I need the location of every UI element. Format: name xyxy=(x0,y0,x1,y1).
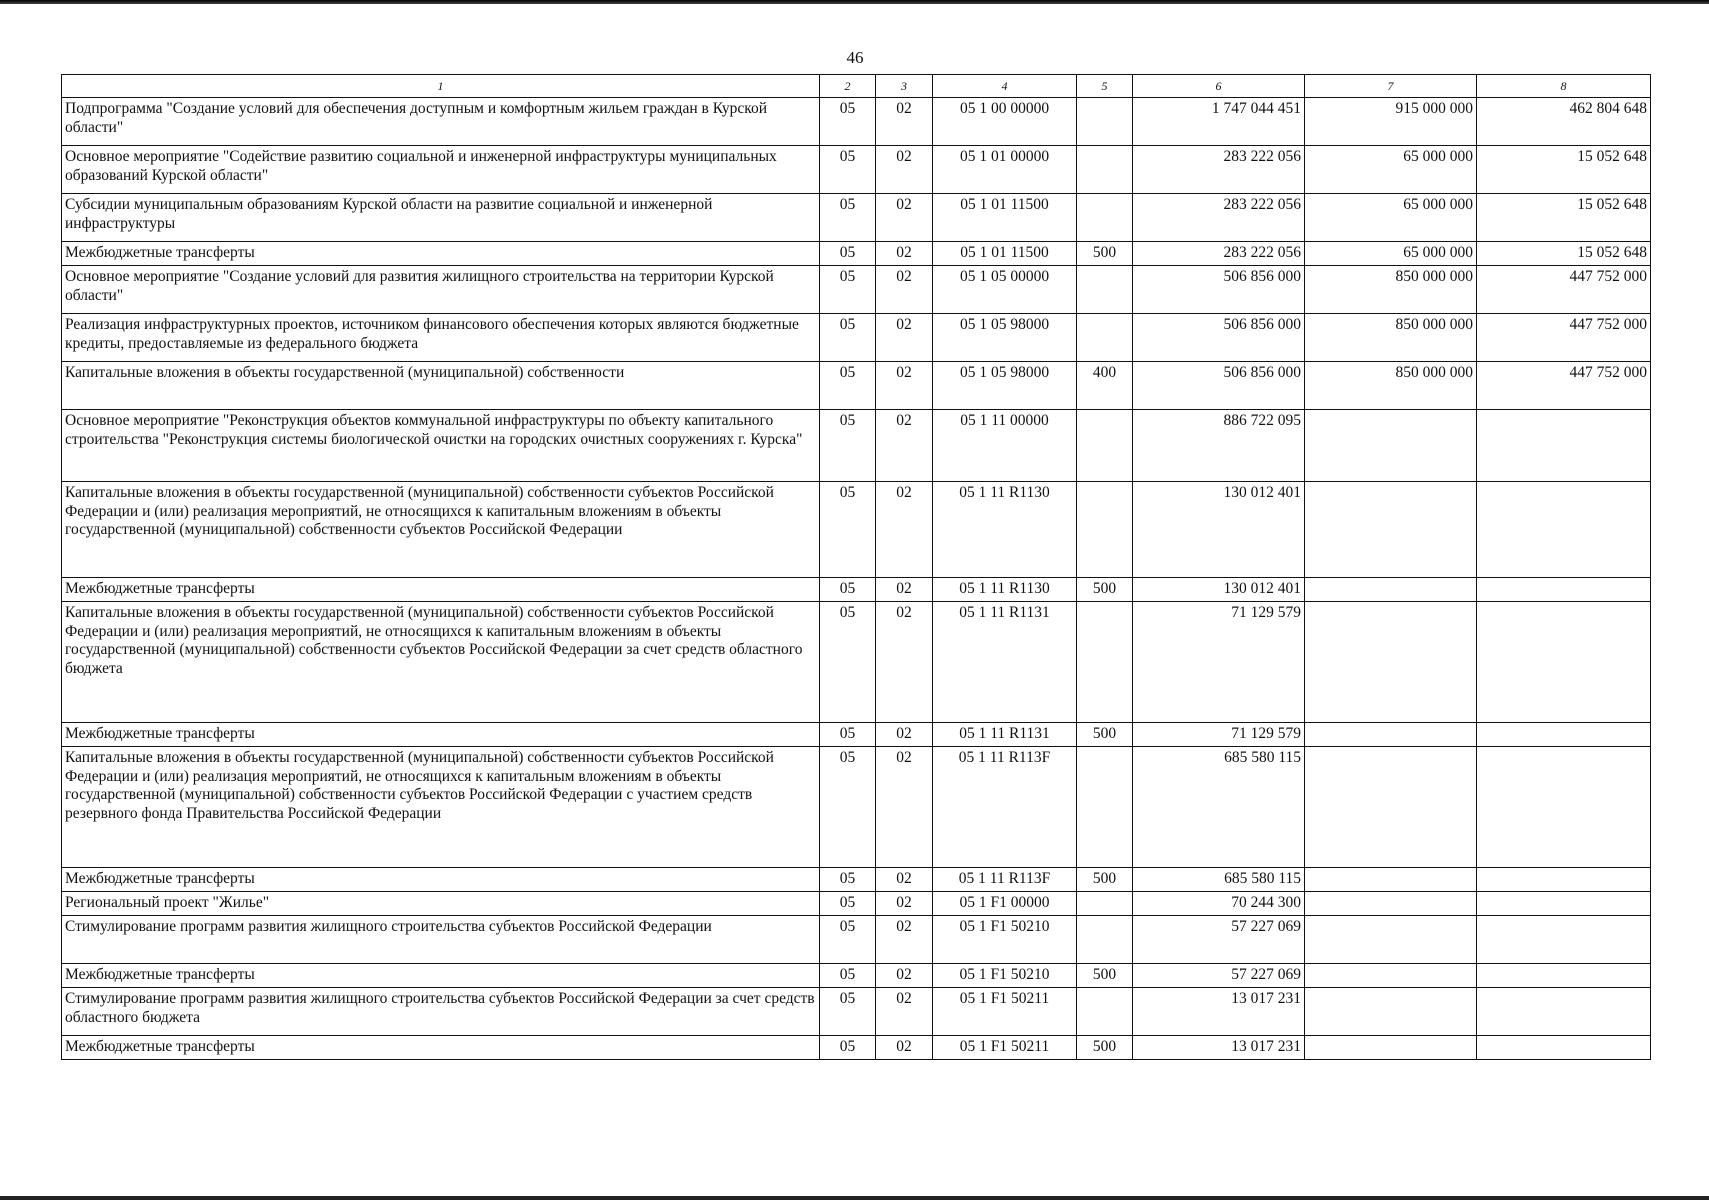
amount-col-7 xyxy=(1305,988,1477,1036)
section-code: 05 xyxy=(820,892,876,916)
row-name: Субсидии муниципальным образованиям Курской области на развитие социальной и инженерной инфраструктуры xyxy=(62,194,820,242)
expense-type-code xyxy=(1077,892,1133,916)
section-code: 05 xyxy=(820,242,876,266)
amount-col-7: 65 000 000 xyxy=(1305,194,1477,242)
expense-type-code xyxy=(1077,98,1133,146)
amount-col-8 xyxy=(1477,964,1651,988)
section-code: 05 xyxy=(820,1036,876,1060)
column-header: 1 xyxy=(62,75,820,98)
amount-col-7 xyxy=(1305,1036,1477,1060)
column-header: 3 xyxy=(876,75,933,98)
amount-col-6: 130 012 401 xyxy=(1133,482,1305,578)
row-name: Основное мероприятие "Содействие развитию социальной и инженерной инфраструктуры муниципальных образований Курской области" xyxy=(62,146,820,194)
row-name: Капитальные вложения в объекты государственной (муниципальной) собственности xyxy=(62,362,820,410)
column-header: 8 xyxy=(1477,75,1651,98)
target-article-code: 05 1 F1 50211 xyxy=(933,988,1077,1036)
expense-type-code: 400 xyxy=(1077,362,1133,410)
amount-col-6: 71 129 579 xyxy=(1133,602,1305,723)
amount-col-8 xyxy=(1477,988,1651,1036)
expense-type-code: 500 xyxy=(1077,1036,1133,1060)
section-code: 05 xyxy=(820,194,876,242)
amount-col-7 xyxy=(1305,868,1477,892)
amount-col-7: 850 000 000 xyxy=(1305,314,1477,362)
section-code: 05 xyxy=(820,747,876,868)
amount-col-8 xyxy=(1477,723,1651,747)
row-name: Основное мероприятие "Создание условий для развития жилищного строительства на территории Курской области" xyxy=(62,266,820,314)
subsection-code: 02 xyxy=(876,362,933,410)
table-row xyxy=(62,988,1651,1036)
subsection-code: 02 xyxy=(876,482,933,578)
target-article-code: 05 1 05 98000 xyxy=(933,362,1077,410)
subsection-code: 02 xyxy=(876,964,933,988)
expense-type-code xyxy=(1077,747,1133,868)
subsection-code: 02 xyxy=(876,98,933,146)
amount-col-8 xyxy=(1477,602,1651,723)
section-code: 05 xyxy=(820,314,876,362)
amount-col-6: 57 227 069 xyxy=(1133,964,1305,988)
section-code: 05 xyxy=(820,723,876,747)
subsection-code: 02 xyxy=(876,410,933,482)
row-name: Межбюджетные трансферты xyxy=(62,723,820,747)
table-row xyxy=(62,314,1651,362)
amount-col-6: 886 722 095 xyxy=(1133,410,1305,482)
column-header: 7 xyxy=(1305,75,1477,98)
column-header: 5 xyxy=(1077,75,1133,98)
amount-col-7 xyxy=(1305,892,1477,916)
amount-col-7: 915 000 000 xyxy=(1305,98,1477,146)
target-article-code: 05 1 F1 00000 xyxy=(933,892,1077,916)
amount-col-6: 57 227 069 xyxy=(1133,916,1305,964)
target-article-code: 05 1 01 11500 xyxy=(933,242,1077,266)
row-name: Стимулирование программ развития жилищного строительства субъектов Российской Федерации xyxy=(62,916,820,964)
table-row xyxy=(62,146,1651,194)
amount-col-8 xyxy=(1477,578,1651,602)
row-name: Подпрограмма "Создание условий для обеспечения доступным и комфортным жильем граждан в Курской области" xyxy=(62,98,820,146)
subsection-code: 02 xyxy=(876,578,933,602)
expense-type-code xyxy=(1077,194,1133,242)
amount-col-8 xyxy=(1477,892,1651,916)
section-code: 05 xyxy=(820,410,876,482)
amount-col-7 xyxy=(1305,602,1477,723)
table-row xyxy=(62,1036,1651,1060)
row-name: Региональный проект "Жилье" xyxy=(62,892,820,916)
table-row xyxy=(62,482,1651,578)
amount-col-6: 283 222 056 xyxy=(1133,146,1305,194)
amount-col-6: 685 580 115 xyxy=(1133,868,1305,892)
table-row xyxy=(62,242,1651,266)
expense-type-code xyxy=(1077,266,1133,314)
section-code: 05 xyxy=(820,146,876,194)
expense-type-code xyxy=(1077,482,1133,578)
amount-col-8: 447 752 000 xyxy=(1477,266,1651,314)
amount-col-7 xyxy=(1305,723,1477,747)
section-code: 05 xyxy=(820,988,876,1036)
amount-col-7 xyxy=(1305,747,1477,868)
section-code: 05 xyxy=(820,98,876,146)
target-article-code: 05 1 00 00000 xyxy=(933,98,1077,146)
subsection-code: 02 xyxy=(876,146,933,194)
amount-col-6: 685 580 115 xyxy=(1133,747,1305,868)
expense-type-code xyxy=(1077,916,1133,964)
expense-type-code: 500 xyxy=(1077,964,1133,988)
row-name: Капитальные вложения в объекты государственной (муниципальной) собственности субъектов Российской Федерации и (или) реализация мероприятий, не относящихся к капитальным вложениям в объекты государственной (муниципальной) собственности субъектов Российской Федерации xyxy=(62,482,820,578)
amount-col-8: 447 752 000 xyxy=(1477,362,1651,410)
row-name: Межбюджетные трансферты xyxy=(62,242,820,266)
row-name: Межбюджетные трансферты xyxy=(62,868,820,892)
row-name: Основное мероприятие "Реконструкция объектов коммунальной инфраструктуры по объекту капитального строительства "Реконструкция системы биологической очистки на городских очистных сооружениях г. Курска" xyxy=(62,410,820,482)
amount-col-7 xyxy=(1305,410,1477,482)
target-article-code: 05 1 05 00000 xyxy=(933,266,1077,314)
table-row xyxy=(62,964,1651,988)
section-code: 05 xyxy=(820,266,876,314)
column-number-row xyxy=(62,75,1651,98)
section-code: 05 xyxy=(820,916,876,964)
amount-col-7 xyxy=(1305,482,1477,578)
expense-type-code xyxy=(1077,314,1133,362)
subsection-code: 02 xyxy=(876,194,933,242)
row-name: Межбюджетные трансферты xyxy=(62,1036,820,1060)
table-row xyxy=(62,266,1651,314)
amount-col-7: 850 000 000 xyxy=(1305,362,1477,410)
table-row xyxy=(62,98,1651,146)
amount-col-6: 283 222 056 xyxy=(1133,242,1305,266)
amount-col-6: 1 747 044 451 xyxy=(1133,98,1305,146)
subsection-code: 02 xyxy=(876,747,933,868)
amount-col-6: 506 856 000 xyxy=(1133,362,1305,410)
amount-col-7 xyxy=(1305,578,1477,602)
target-article-code: 05 1 11 R1131 xyxy=(933,723,1077,747)
subsection-code: 02 xyxy=(876,266,933,314)
amount-col-6: 506 856 000 xyxy=(1133,314,1305,362)
table-row xyxy=(62,868,1651,892)
column-header: 6 xyxy=(1133,75,1305,98)
column-header: 4 xyxy=(933,75,1077,98)
table-row xyxy=(62,723,1651,747)
table-row xyxy=(62,194,1651,242)
amount-col-6: 71 129 579 xyxy=(1133,723,1305,747)
scan-edge-bottom xyxy=(0,1196,1709,1200)
subsection-code: 02 xyxy=(876,314,933,362)
section-code: 05 xyxy=(820,362,876,410)
budget-table xyxy=(61,74,1651,1060)
table-row xyxy=(62,362,1651,410)
column-header: 2 xyxy=(820,75,876,98)
amount-col-8 xyxy=(1477,916,1651,964)
expense-type-code xyxy=(1077,602,1133,723)
table-row xyxy=(62,602,1651,723)
budget-table-body xyxy=(62,98,1651,1060)
scan-edge-top xyxy=(0,0,1709,4)
target-article-code: 05 1 11 R1130 xyxy=(933,482,1077,578)
amount-col-7 xyxy=(1305,916,1477,964)
amount-col-7: 850 000 000 xyxy=(1305,266,1477,314)
row-name: Реализация инфраструктурных проектов, источником финансового обеспечения которых являются бюджетные кредиты, предоставляемые из федерального бюджета xyxy=(62,314,820,362)
table-row xyxy=(62,892,1651,916)
table-row xyxy=(62,747,1651,868)
amount-col-8: 15 052 648 xyxy=(1477,194,1651,242)
target-article-code: 05 1 11 R1131 xyxy=(933,602,1077,723)
target-article-code: 05 1 F1 50211 xyxy=(933,1036,1077,1060)
amount-col-7: 65 000 000 xyxy=(1305,146,1477,194)
expense-type-code xyxy=(1077,410,1133,482)
amount-col-6: 13 017 231 xyxy=(1133,1036,1305,1060)
target-article-code: 05 1 01 11500 xyxy=(933,194,1077,242)
target-article-code: 05 1 F1 50210 xyxy=(933,916,1077,964)
row-name: Межбюджетные трансферты xyxy=(62,578,820,602)
subsection-code: 02 xyxy=(876,916,933,964)
row-name: Стимулирование программ развития жилищного строительства субъектов Российской Федерации за счет средств областного бюджета xyxy=(62,988,820,1036)
subsection-code: 02 xyxy=(876,892,933,916)
table-row xyxy=(62,578,1651,602)
subsection-code: 02 xyxy=(876,1036,933,1060)
amount-col-6: 130 012 401 xyxy=(1133,578,1305,602)
target-article-code: 05 1 F1 50210 xyxy=(933,964,1077,988)
amount-col-8: 447 752 000 xyxy=(1477,314,1651,362)
section-code: 05 xyxy=(820,578,876,602)
section-code: 05 xyxy=(820,964,876,988)
amount-col-8: 15 052 648 xyxy=(1477,146,1651,194)
expense-type-code: 500 xyxy=(1077,578,1133,602)
amount-col-6: 13 017 231 xyxy=(1133,988,1305,1036)
section-code: 05 xyxy=(820,868,876,892)
amount-col-8: 15 052 648 xyxy=(1477,242,1651,266)
amount-col-7 xyxy=(1305,964,1477,988)
row-name: Межбюджетные трансферты xyxy=(62,964,820,988)
subsection-code: 02 xyxy=(876,723,933,747)
amount-col-8 xyxy=(1477,747,1651,868)
target-article-code: 05 1 11 00000 xyxy=(933,410,1077,482)
subsection-code: 02 xyxy=(876,988,933,1036)
subsection-code: 02 xyxy=(876,602,933,723)
subsection-code: 02 xyxy=(876,242,933,266)
amount-col-8: 462 804 648 xyxy=(1477,98,1651,146)
expense-type-code xyxy=(1077,988,1133,1036)
section-code: 05 xyxy=(820,602,876,723)
amount-col-6: 283 222 056 xyxy=(1133,194,1305,242)
target-article-code: 05 1 05 98000 xyxy=(933,314,1077,362)
section-code: 05 xyxy=(820,482,876,578)
amount-col-8 xyxy=(1477,1036,1651,1060)
target-article-code: 05 1 11 R113F xyxy=(933,747,1077,868)
amount-col-8 xyxy=(1477,410,1651,482)
page-number: 46 xyxy=(846,48,864,67)
target-article-code: 05 1 11 R113F xyxy=(933,868,1077,892)
target-article-code: 05 1 11 R1130 xyxy=(933,578,1077,602)
amount-col-6: 70 244 300 xyxy=(1133,892,1305,916)
amount-col-8 xyxy=(1477,868,1651,892)
amount-col-7: 65 000 000 xyxy=(1305,242,1477,266)
amount-col-8 xyxy=(1477,482,1651,578)
expense-type-code: 500 xyxy=(1077,242,1133,266)
target-article-code: 05 1 01 00000 xyxy=(933,146,1077,194)
expense-type-code: 500 xyxy=(1077,868,1133,892)
row-name: Капитальные вложения в объекты государственной (муниципальной) собственности субъектов Российской Федерации и (или) реализация мероприятий, не относящихся к капитальным вложениям в объекты государственной (муниципальной) собственности субъектов Российской Федерации за счет средств областного бюджета xyxy=(62,602,820,723)
subsection-code: 02 xyxy=(876,868,933,892)
expense-type-code xyxy=(1077,146,1133,194)
amount-col-6: 506 856 000 xyxy=(1133,266,1305,314)
row-name: Капитальные вложения в объекты государственной (муниципальной) собственности субъектов Российской Федерации и (или) реализация мероприятий, не относящихся к капитальным вложениям в объекты государственной (муниципальной) собственности субъектов Российской Федерации с участием средств резервного фонда Правительства Российской Федерации xyxy=(62,747,820,868)
table-row xyxy=(62,916,1651,964)
table-row xyxy=(62,410,1651,482)
expense-type-code: 500 xyxy=(1077,723,1133,747)
